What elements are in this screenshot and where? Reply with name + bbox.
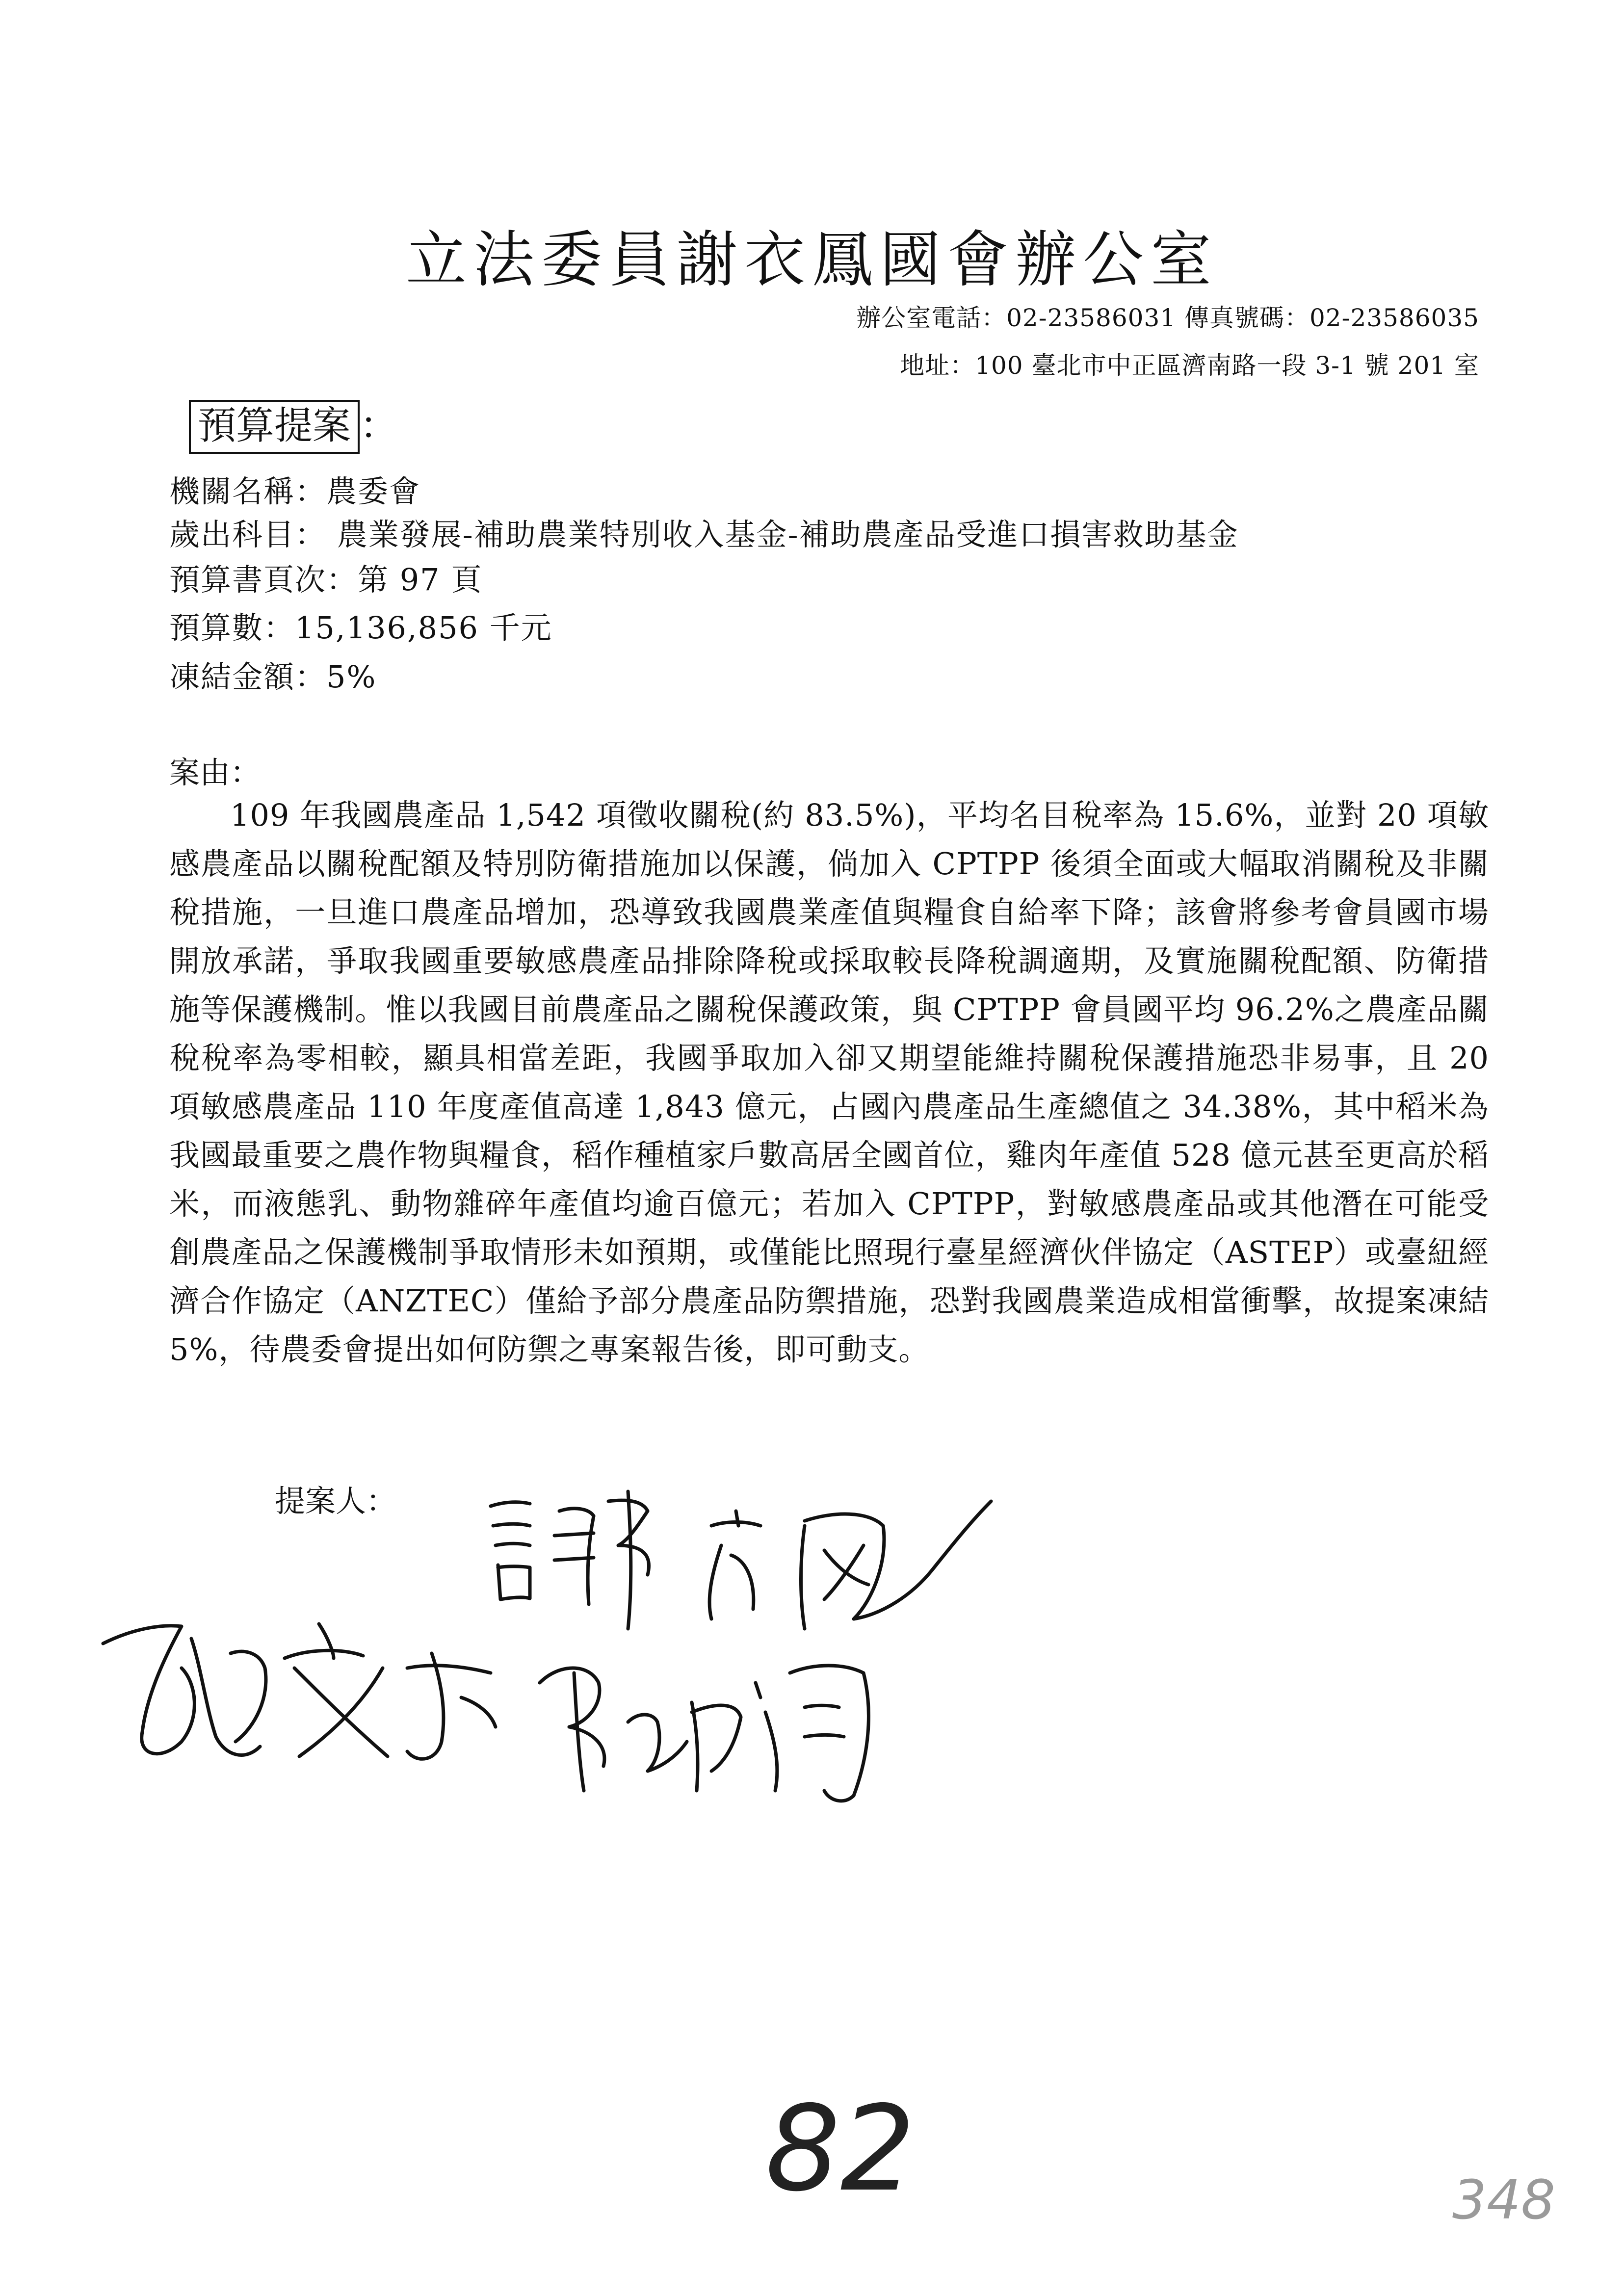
handwritten-folio-number: 348: [1452, 2168, 1555, 2231]
signature-2: [481, 1472, 1021, 1658]
proposal-heading: [189, 395, 398, 450]
signature-3: [530, 1644, 922, 1815]
field-expenditure-item-key: 歲出科目：: [169, 517, 327, 552]
field-budget-amount-key: 預算數：: [169, 610, 295, 646]
document-title: 立法委員謝衣鳳國會辦公室: [405, 225, 1218, 295]
proposer-label: 提案人：: [275, 1483, 397, 1519]
field-budget-amount-value: 15,136,856 千元: [295, 610, 552, 646]
handwritten-page-number: 82: [765, 2080, 916, 2218]
field-agency-key: 機關名稱：: [169, 473, 327, 509]
field-frozen-amount: [169, 652, 376, 696]
field-expenditure-item: [169, 510, 1239, 554]
reason-label: 案由：: [169, 755, 261, 790]
office-address-line: 地址：100 臺北市中正區濟南路一段 3-1 號 201 室: [900, 351, 1479, 380]
field-budget-page-key: 預算書頁次：: [169, 562, 358, 598]
field-frozen-amount-value: 5%: [326, 659, 377, 695]
reason-paragraph: 109 年我國農產品 1,542 項徵收關稅(約 83.5%)，平均名目稅率為 15.6%，並對 20 項敏感農產品以關稅配額及特別防衛措施加以保護，倘加入 CPTPP 後須全面或大幅取消關稅及非關稅措施，一旦進口農產品增加，恐導致我國農業產值與糧食自給率下降；該會將參考會員國市場開放承諾，爭取我國重要敏感農產品排除降稅或採取較長降稅調適期，及實施關稅配額、防衛措施等保護機制。惟以我國目前農產品之關稅保護政策，與 CPTPP 會員國平均 96.2%之農產品關稅稅率為零相較，顯具相當差距，我國爭取加入卻又期望能維持關稅保護措施恐非易事，且 20 項敏感農產品 110 年度產值高達 1,843 億元，占國內農產品生產總值之 34.38%，其中稻米為我國最重要之農作物與糧食，稻作種植家戶數高居全國首位，雞肉年產值 528 億元甚至更高於稻米，而液態乳、動物雜碎年產值均逾百億元；若加入 CPTPP，對敏感農產品或其他潛在可能受創農產品之保護機制爭取情形未如預期，或僅能比照現行臺星經濟伙伴協定（ASTEP）或臺紐經濟合作協定（ANZTEC）僅給予部分農產品防禦措施，恐對我國農業造成相當衝擊，故提案凍結 5%，待農委會提出如何防禦之專案報告後，即可動支。: [169, 797, 1489, 1367]
proposal-heading-box: 預算提案: [189, 400, 360, 454]
reason-body: [169, 791, 1489, 1374]
field-budget-page-value: 第 97 頁: [358, 562, 483, 598]
signature-1: [88, 1570, 530, 1776]
field-budget-page: [169, 555, 482, 599]
proposal-heading-colon: ：: [360, 404, 398, 448]
field-expenditure-item-value: 農業發展-補助農業特別收入基金-補助農產品受進口損害救助基金: [326, 517, 1239, 552]
field-frozen-amount-key: 凍結金額：: [169, 659, 327, 695]
field-agency: [169, 467, 420, 511]
field-agency-value: 農委會: [326, 473, 421, 509]
office-phone-line: 辦公室電話：02-23586031 傳真號碼：02-23586035: [856, 304, 1479, 332]
field-budget-amount: [169, 603, 552, 647]
